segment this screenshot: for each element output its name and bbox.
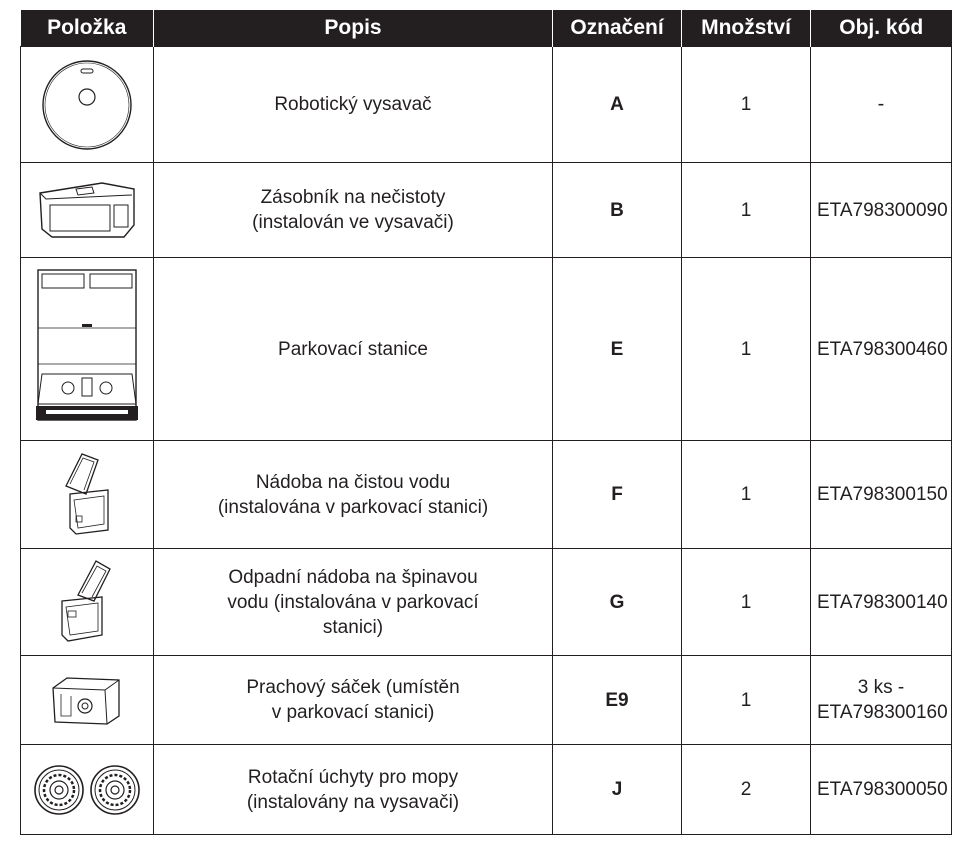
quantity-cell: 1 — [682, 549, 811, 656]
quantity-cell: 1 — [682, 47, 811, 163]
robot-vacuum-icon — [37, 55, 137, 155]
description-line: (instalovány na vysavači) — [246, 791, 460, 813]
order-code-cell: ETA798300090 — [811, 163, 952, 258]
mark-cell: B — [553, 163, 682, 258]
description-cell — [154, 47, 553, 163]
header-mark: Označení — [553, 10, 682, 47]
quantity-cell: 1 — [682, 163, 811, 258]
table-row — [21, 549, 952, 656]
description-line: stanici) — [322, 616, 384, 638]
description-line: (instalován ve vysavači) — [252, 212, 454, 233]
dust-bag-icon — [47, 670, 127, 730]
description-line: Robotický vysavač — [274, 94, 432, 115]
table-header-row — [21, 10, 952, 47]
description-cell — [154, 441, 553, 549]
table-row — [21, 258, 952, 441]
item-image-cell — [21, 745, 154, 835]
description-cell — [154, 258, 553, 441]
description-line: (instalována v parkovací stanici) — [217, 496, 489, 518]
order-code-cell: ETA798300050 — [811, 745, 952, 835]
item-image-cell — [21, 549, 154, 656]
table-row — [21, 441, 952, 549]
clean-water-tank-icon — [52, 450, 122, 540]
dust-container-icon — [32, 175, 142, 245]
description-line: Parkovací stanice — [278, 338, 428, 360]
item-image-cell — [21, 47, 154, 163]
description-cell — [154, 745, 553, 835]
description-cell — [154, 549, 553, 656]
description-line: Odpadní nádoba na špinavou — [228, 566, 478, 588]
header-order-code: Obj. kód — [811, 10, 952, 47]
item-image-cell — [21, 258, 154, 441]
mark-cell: G — [553, 549, 682, 656]
order-code-cell: ETA798300150 — [811, 441, 952, 549]
quantity-cell: 2 — [682, 745, 811, 835]
order-code-cell: ETA798300460 — [811, 258, 952, 441]
parts-table — [20, 10, 952, 835]
description-line: Prachový sáček (umístěn — [246, 677, 460, 698]
description-cell — [154, 163, 553, 258]
order-code-cell: - — [811, 47, 952, 163]
description-line: Zásobník na nečistoty — [260, 187, 446, 208]
quantity-cell: 1 — [682, 441, 811, 549]
item-image-cell — [21, 163, 154, 258]
item-image-cell — [21, 441, 154, 549]
header-description: Popis — [154, 10, 553, 47]
description-line: Nádoba na čistou vodu — [255, 471, 451, 493]
quantity-cell: 1 — [682, 656, 811, 745]
order-code-cell: 3 ks - ETA798300160 — [811, 656, 952, 745]
mark-cell: E — [553, 258, 682, 441]
description-line: v parkovací stanici) — [271, 702, 435, 723]
table-row — [21, 163, 952, 258]
dirty-water-tank-icon — [52, 557, 122, 647]
mark-cell: F — [553, 441, 682, 549]
mark-cell: A — [553, 47, 682, 163]
item-image-cell — [21, 656, 154, 745]
description-line: vodu (instalována v parkovací — [227, 591, 479, 613]
header-item: Položka — [21, 10, 154, 47]
mark-cell: E9 — [553, 656, 682, 745]
description-line: Rotační úchyty pro mopy — [247, 766, 459, 788]
mark-cell: J — [553, 745, 682, 835]
table-row — [21, 745, 952, 835]
quantity-cell: 1 — [682, 258, 811, 441]
order-code-cell: ETA798300140 — [811, 549, 952, 656]
mop-holders-icon — [31, 760, 143, 820]
description-cell — [154, 656, 553, 745]
docking-station-icon — [32, 264, 142, 434]
table-row — [21, 47, 952, 163]
table-row — [21, 656, 952, 745]
header-quantity: Množství — [682, 10, 811, 47]
